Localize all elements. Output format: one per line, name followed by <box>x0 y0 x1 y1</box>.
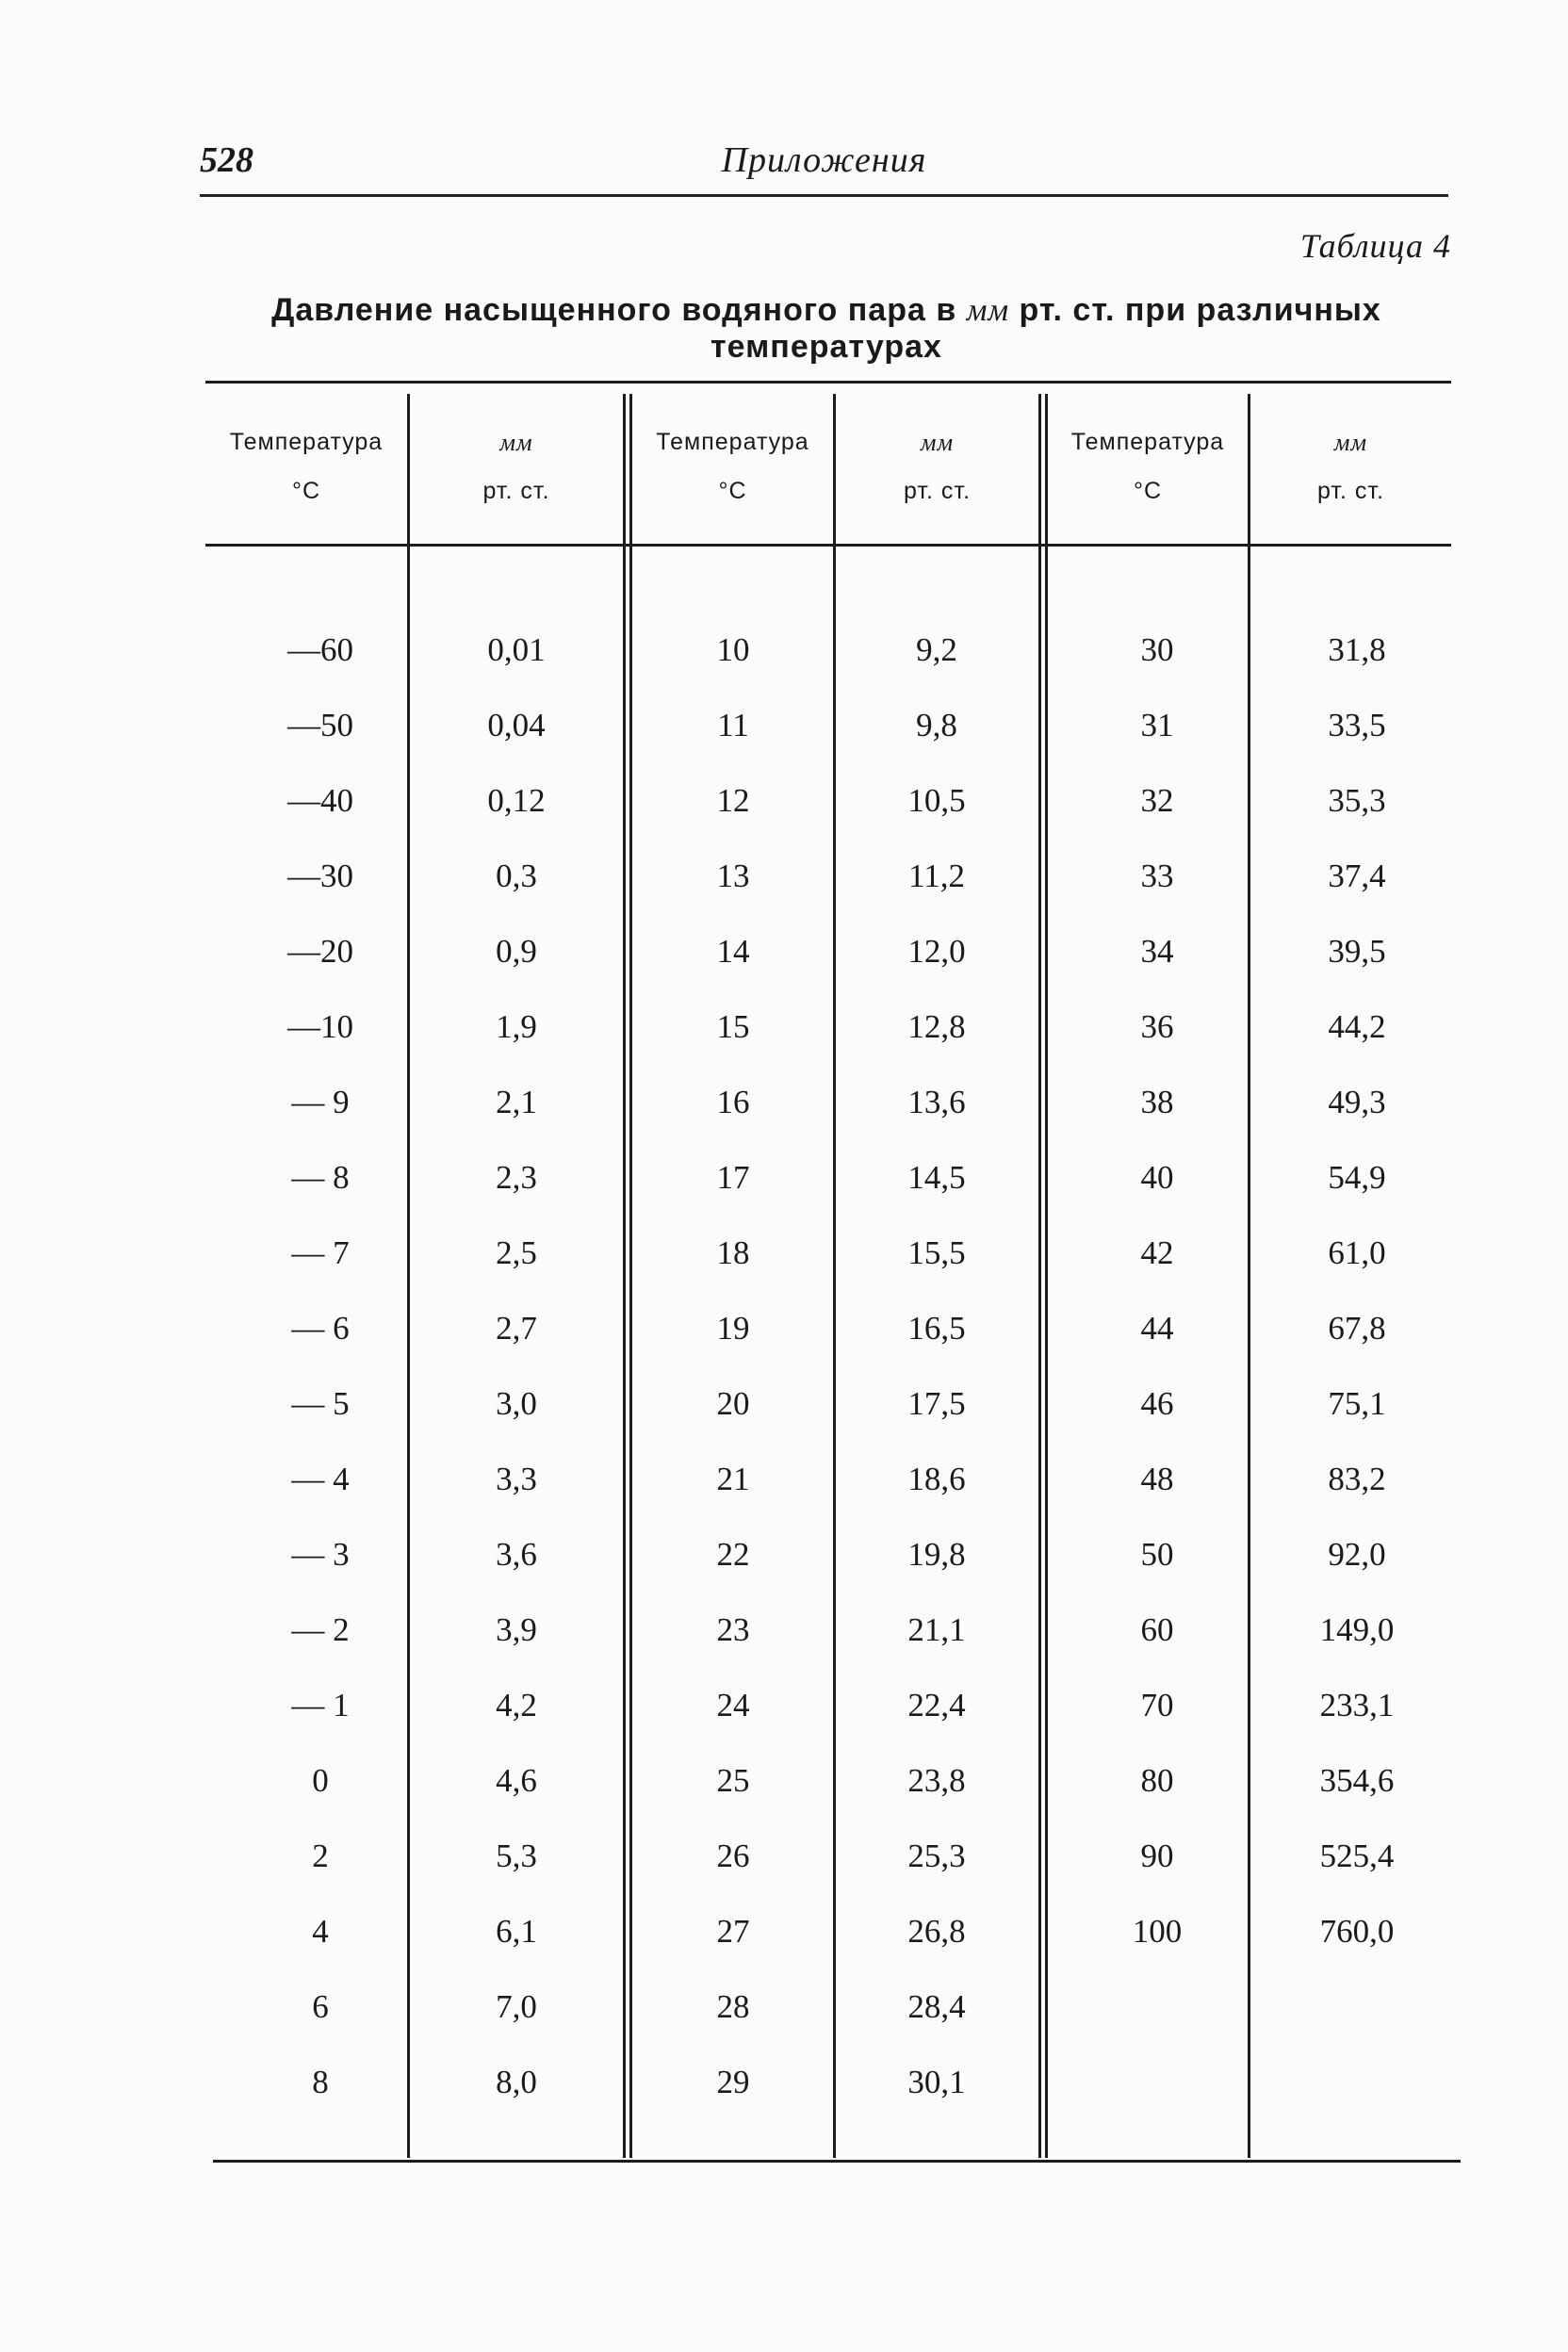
table-cell: 10,5 <box>907 782 966 819</box>
table-cell: 44 <box>1140 1310 1174 1347</box>
header-line2: °С <box>291 478 321 504</box>
table-cell: 22,4 <box>907 1687 966 1723</box>
header-temperature-2 <box>632 429 833 532</box>
table-cell: 60 <box>1140 1611 1174 1648</box>
table-cell: 27 <box>716 1913 750 1950</box>
table-cell: 34 <box>1140 933 1174 970</box>
header-temperature-3 <box>1048 429 1248 532</box>
table-cell: 3,0 <box>496 1385 537 1422</box>
header-line2: рт. ст. <box>1316 478 1385 504</box>
table-cell: 0,3 <box>496 858 537 894</box>
header-line2: °С <box>718 478 747 504</box>
table-cell: 20 <box>716 1385 750 1422</box>
double-divider-a <box>623 394 626 2158</box>
page-number: 528 <box>200 140 253 180</box>
table-cell: 760,0 <box>1319 1913 1395 1950</box>
table-cell: 25,3 <box>907 1838 966 1874</box>
header-line2: рт. ст. <box>903 478 972 504</box>
table-cell: 3,9 <box>496 1611 537 1648</box>
table-cell: 0,12 <box>487 782 546 819</box>
table-cell: 15,5 <box>907 1234 966 1271</box>
table-cell: 233,1 <box>1319 1687 1395 1723</box>
header-pressure-1 <box>410 429 623 532</box>
section-title: Приложения <box>721 140 927 180</box>
table-cell: 21,1 <box>907 1611 966 1648</box>
table-cell: —40 <box>287 782 353 819</box>
table-cell: —10 <box>287 1008 353 1045</box>
table-cell: 3,6 <box>496 1536 537 1573</box>
table-cell: 83,2 <box>1328 1461 1386 1497</box>
table-cell: 50 <box>1140 1536 1174 1573</box>
table-cell: 2 <box>312 1838 329 1874</box>
table-cell: 2,7 <box>496 1310 537 1347</box>
table-cell: 80 <box>1140 1762 1174 1799</box>
table-cell: 5,3 <box>496 1838 537 1874</box>
table-cell: 10 <box>716 631 750 668</box>
table-cell: 33,5 <box>1328 707 1386 743</box>
table-cell: 28,4 <box>907 1988 966 2025</box>
table-cell: 0,9 <box>496 933 537 970</box>
double-divider-b <box>629 394 632 2158</box>
table-cell: — 2 <box>291 1611 350 1648</box>
column-temperature-1 <box>226 627 415 2134</box>
table-cell: 23 <box>716 1611 750 1648</box>
table-cell: 61,0 <box>1328 1234 1386 1271</box>
table-cell: 4,6 <box>496 1762 537 1799</box>
header-pressure-2 <box>836 429 1038 532</box>
table-cell: 354,6 <box>1319 1762 1395 1799</box>
header-line1: Температура <box>229 429 384 455</box>
table-cell: 8,0 <box>496 2064 537 2100</box>
table-cell: 26,8 <box>907 1913 966 1950</box>
table-top-rule <box>205 381 1451 384</box>
table-cell: 149,0 <box>1319 1611 1395 1648</box>
table-cell: — 5 <box>291 1385 350 1422</box>
table-cell: 36 <box>1140 1008 1174 1045</box>
table-cell: 35,3 <box>1328 782 1386 819</box>
table-cell: 100 <box>1132 1913 1183 1950</box>
table-cell: 13 <box>716 858 750 894</box>
table-cell: 3,3 <box>496 1461 537 1497</box>
table-cell: — 4 <box>291 1461 350 1497</box>
table-cell: 70 <box>1140 1687 1174 1723</box>
header-line2: рт. ст. <box>482 478 550 504</box>
table-cell: 15 <box>716 1008 750 1045</box>
table-cell: —60 <box>287 631 353 668</box>
table-cell: 48 <box>1140 1461 1174 1497</box>
column-pressure-2 <box>842 627 1031 2134</box>
table-cell: 38 <box>1140 1084 1174 1120</box>
table-cell: 14 <box>716 933 750 970</box>
table-cell: 12 <box>716 782 750 819</box>
table-cell: — 8 <box>291 1159 350 1196</box>
table-cell: 44,2 <box>1328 1008 1386 1045</box>
table-cell: 21 <box>716 1461 750 1497</box>
table-cell: 31 <box>1140 707 1174 743</box>
caption-unit: мм <box>966 293 1010 328</box>
table-cell: 67,8 <box>1328 1310 1386 1347</box>
column-temperature-3 <box>1063 627 1251 1984</box>
table-cell: 11 <box>717 707 749 743</box>
table-cell: 46 <box>1140 1385 1174 1422</box>
table-cell: — 3 <box>291 1536 350 1573</box>
header-temperature-1 <box>205 429 407 532</box>
table-cell: 22 <box>716 1536 750 1573</box>
table-cell: 525,4 <box>1319 1838 1395 1874</box>
table-cell: 30,1 <box>907 2064 966 2100</box>
table-cell: 4,2 <box>496 1687 537 1723</box>
table-cell: 14,5 <box>907 1159 966 1196</box>
table-cell: 23,8 <box>907 1762 966 1799</box>
table-cell: 54,9 <box>1328 1159 1386 1196</box>
double-divider-a <box>1038 394 1041 2158</box>
table-cell: 26 <box>716 1838 750 1874</box>
table-cell: 12,0 <box>907 933 966 970</box>
table-cell: 32 <box>1140 782 1174 819</box>
caption-line-2: температурах <box>710 329 942 365</box>
table-cell: 25 <box>716 1762 750 1799</box>
table-cell: 0 <box>312 1762 329 1799</box>
table-cell: 7,0 <box>496 1988 537 2025</box>
table-cell: 28 <box>716 1988 750 2025</box>
table-cell: 18,6 <box>907 1461 966 1497</box>
table-cell: 0,01 <box>487 631 546 668</box>
header-line1: мм <box>499 429 533 456</box>
header-bottom-rule <box>205 544 1451 547</box>
table-cell: —50 <box>287 707 353 743</box>
caption-part2: рт. ст. при различных <box>1009 292 1381 328</box>
column-pressure-1 <box>422 627 611 2134</box>
header-line1: Температура <box>1070 429 1225 455</box>
column-pressure-3 <box>1263 627 1451 1984</box>
table-cell: 11,2 <box>908 858 965 894</box>
table-cell: 19 <box>716 1310 750 1347</box>
table-label: Таблица 4 <box>1299 227 1451 265</box>
table-cell: 2,3 <box>496 1159 537 1196</box>
table-bottom-rule <box>213 2160 1461 2163</box>
table-cell: —30 <box>287 858 353 894</box>
running-head <box>200 139 1448 197</box>
double-divider-b <box>1045 394 1048 2158</box>
table-cell: 42 <box>1140 1234 1174 1271</box>
table-cell: 30 <box>1140 631 1174 668</box>
table-cell: 17 <box>716 1159 750 1196</box>
table-cell: 2,1 <box>496 1084 537 1120</box>
table-cell: 9,2 <box>916 631 957 668</box>
table-cell: 6,1 <box>496 1913 537 1950</box>
table-cell: — 1 <box>291 1687 350 1723</box>
table-cell: 9,8 <box>916 707 957 743</box>
table-cell: — 6 <box>291 1310 350 1347</box>
table-cell: 1,9 <box>496 1008 537 1045</box>
table-cell: — 9 <box>291 1084 350 1120</box>
table-cell: 0,04 <box>487 707 546 743</box>
table-cell: 18 <box>716 1234 750 1271</box>
table-cell: 29 <box>716 2064 750 2100</box>
table-cell: 16,5 <box>907 1310 966 1347</box>
table-cell: 13,6 <box>907 1084 966 1120</box>
table-cell: 39,5 <box>1328 933 1386 970</box>
table-cell: 75,1 <box>1328 1385 1386 1422</box>
table-cell: —20 <box>287 933 353 970</box>
table-cell: 6 <box>312 1988 329 2025</box>
table-cell: 31,8 <box>1328 631 1386 668</box>
table-cell: — 7 <box>291 1234 350 1271</box>
column-temperature-2 <box>639 627 827 2134</box>
column-divider <box>833 394 836 2158</box>
caption-line-1 <box>200 292 1453 329</box>
table-cell: 90 <box>1140 1838 1174 1874</box>
header-pressure-3 <box>1250 429 1451 532</box>
table-cell: 33 <box>1140 858 1174 894</box>
table-cell: 40 <box>1140 1159 1174 1196</box>
header-line1: мм <box>1333 429 1368 456</box>
caption-part1: Давление насыщенного водяного пара в <box>271 292 967 328</box>
table-cell: 4 <box>312 1913 329 1950</box>
header-line2: °С <box>1133 478 1163 504</box>
table-cell: 24 <box>716 1687 750 1723</box>
header-line1: Температура <box>656 429 809 455</box>
table-cell: 37,4 <box>1328 858 1386 894</box>
table-cell: 2,5 <box>496 1234 537 1271</box>
table-cell: 49,3 <box>1328 1084 1386 1120</box>
table-cell: 17,5 <box>907 1385 966 1422</box>
table-caption <box>200 292 1453 365</box>
table-cell: 12,8 <box>907 1008 966 1045</box>
header-line1: мм <box>920 429 955 456</box>
table-cell: 92,0 <box>1328 1536 1386 1573</box>
table-cell: 16 <box>716 1084 750 1120</box>
table-cell: 8 <box>312 2064 329 2100</box>
table-cell: 19,8 <box>907 1536 966 1573</box>
